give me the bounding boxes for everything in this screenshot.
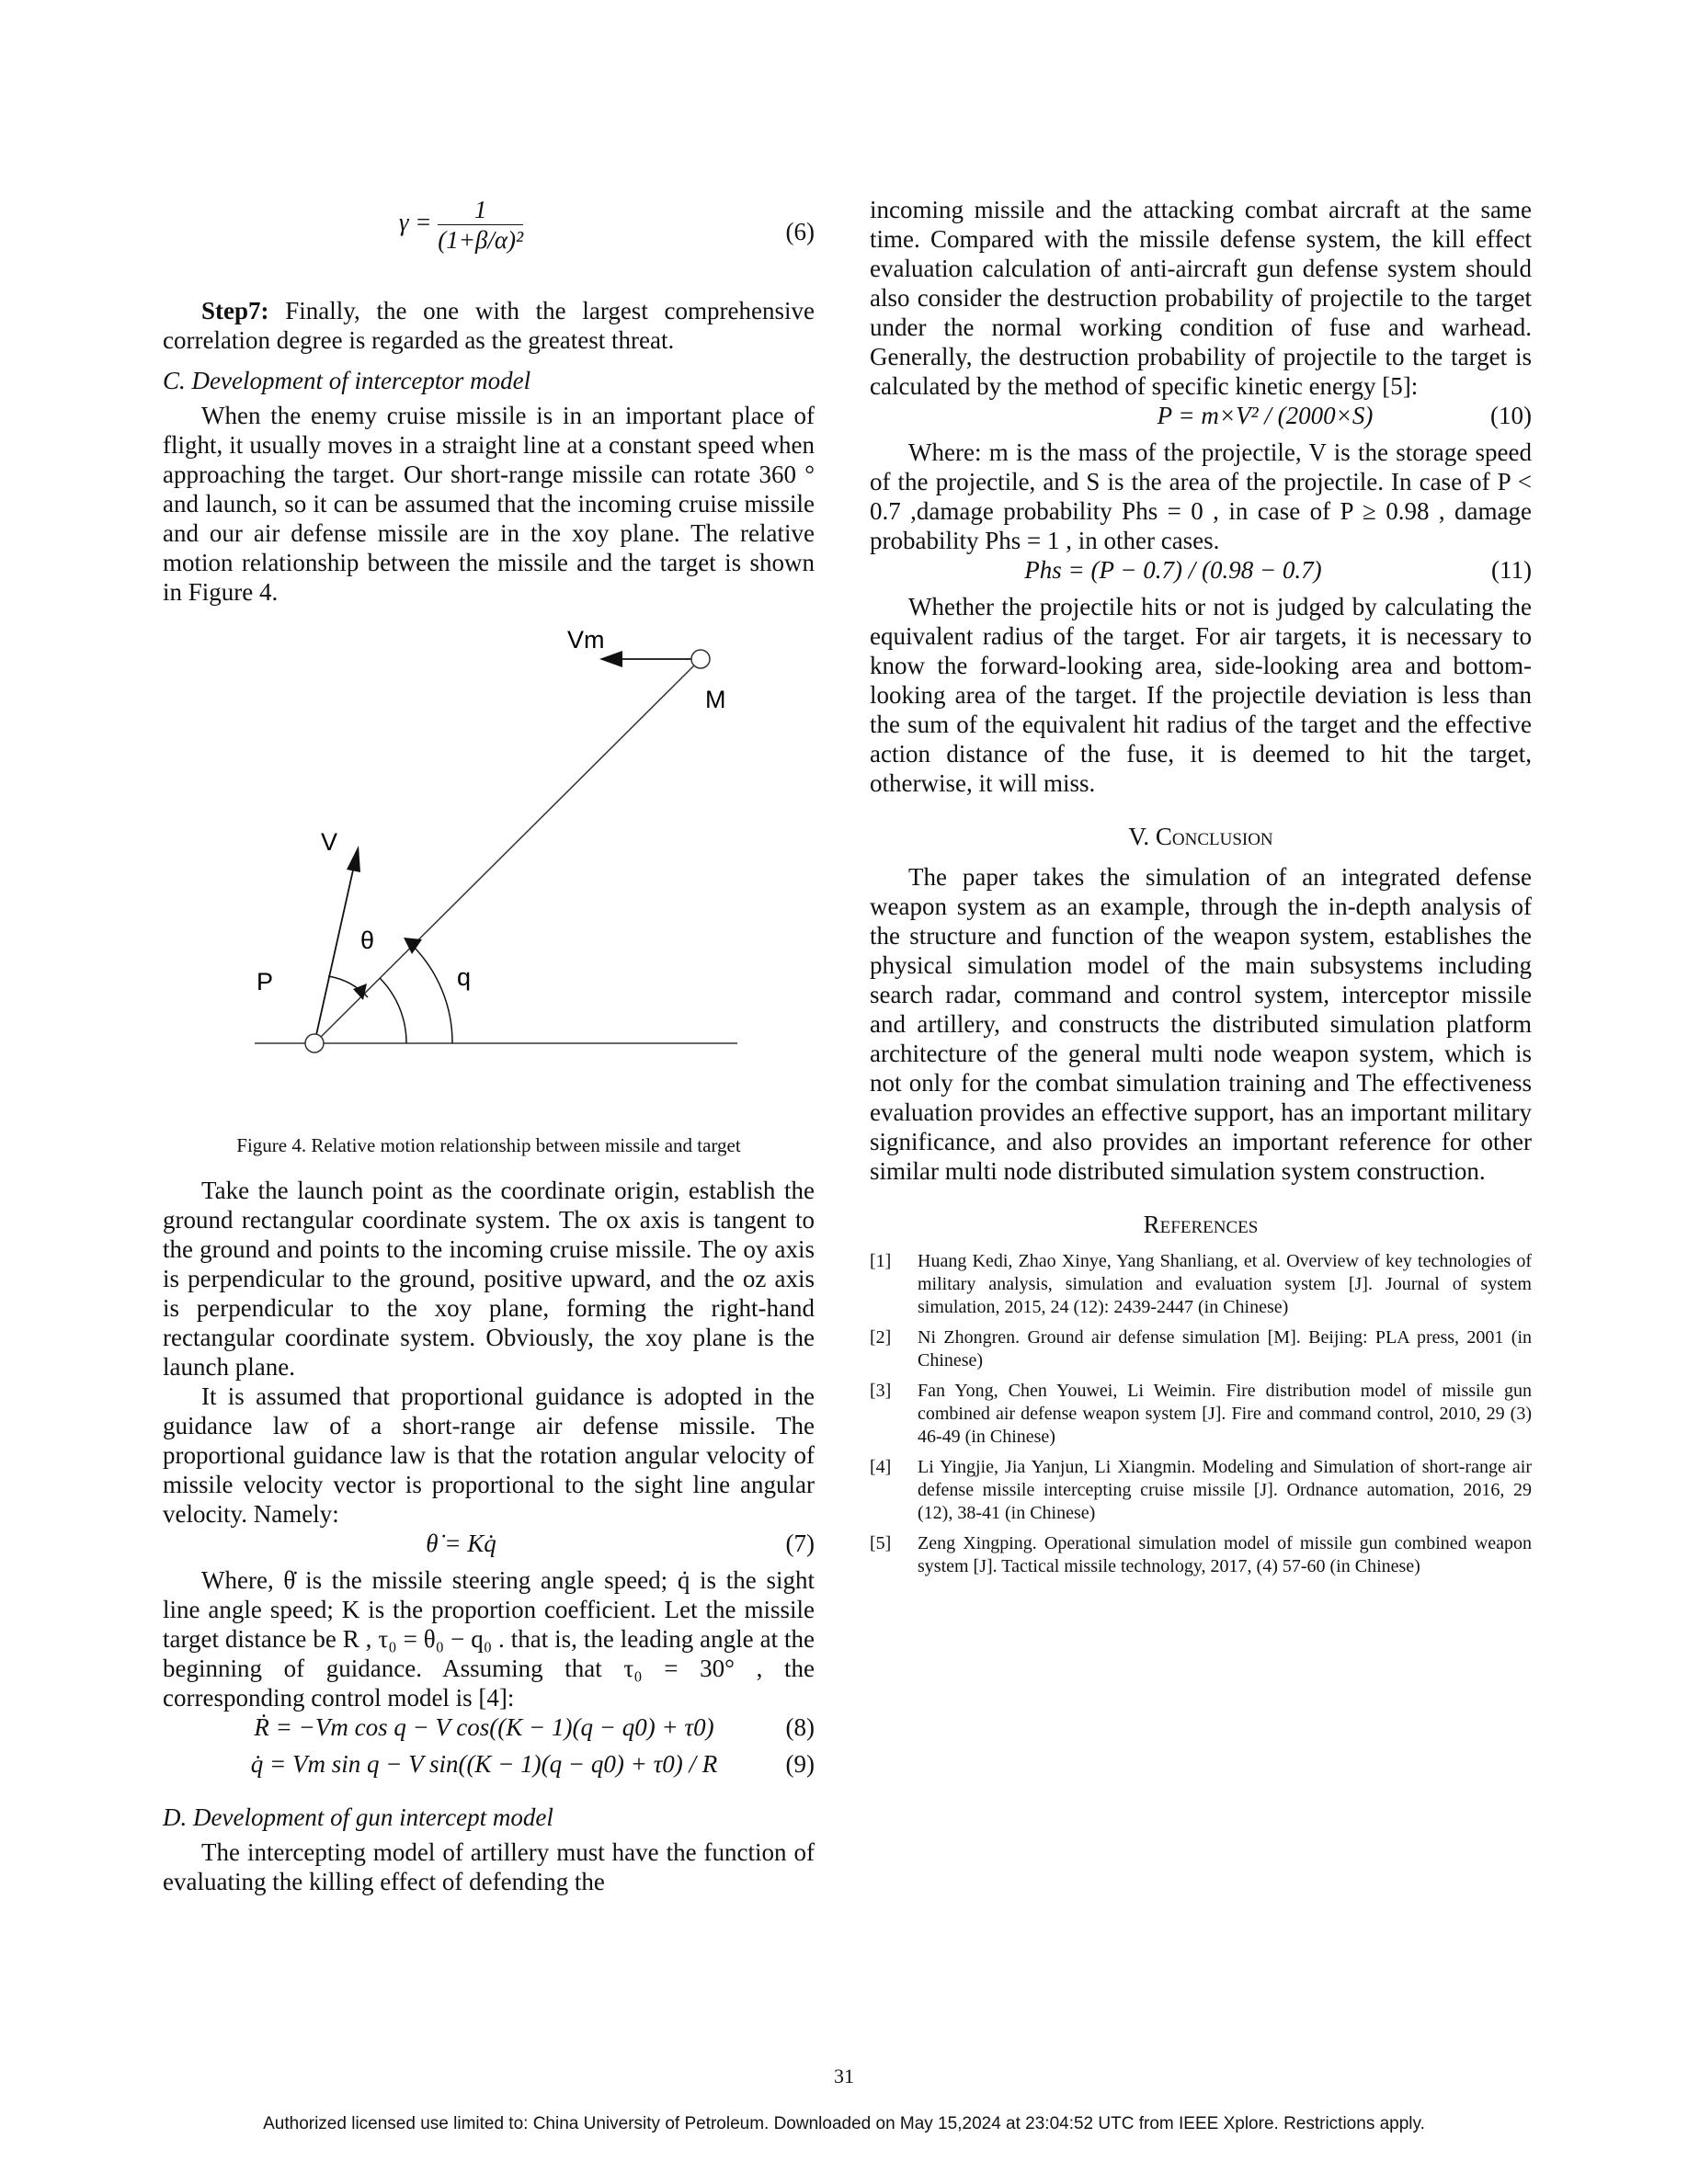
equation-6-denominator: (1+β/α)² [438, 226, 524, 254]
reference-text: Zeng Xingping. Operational simulation model of missile gun combined weapon system [J]. Tactical missile technology, 2017, (4) 57-60 (in Chinese) [918, 1533, 1532, 1576]
equation-11-label: (11) [1491, 556, 1532, 584]
right-column [870, 195, 1532, 1586]
equation-6-lhs: γ = [398, 208, 432, 236]
label-p: P [257, 968, 274, 995]
label-theta: θ [360, 927, 375, 954]
reference-number: [3] [870, 1381, 892, 1401]
angle-q-arc-inner [380, 978, 406, 1043]
target-point-m [691, 650, 710, 668]
equation-10-label: (10) [1490, 402, 1532, 429]
paragraph-conclusion: The paper takes the simulation of an integrated defense weapon system as an example, through the in-depth analysis of the structure and function of the weapon system, establishes the physical simulation model of the main subsystems including search radar, command and control system, interceptor missile and artillery, and constructs the distributed simulation platform architecture of the general multi node weapon system, which is not only for the combat simulation training and The effectiveness evaluation provides an effective support, has an important military significance, and also provides an important reference for other similar multi node distributed simulation system construction. [870, 863, 1532, 1185]
equation-7-body: θ̇ = Kq̇ [426, 1530, 496, 1557]
equation-6 [163, 195, 815, 296]
paragraph-where-mass: Where: m is the mass of the projectile, V is the storage speed of the projectile, and S is the area of the projectile. In case of P < 0.7 ,damage probability Phs = 0 , in case of P ≥ 0.98 , damage probability Phs = 1 , in other cases. [870, 438, 1532, 554]
equation-11 [870, 555, 1532, 592]
reference-number: [2] [870, 1327, 892, 1348]
equation-6-fraction [438, 195, 523, 255]
line-of-sight [314, 659, 701, 1043]
equation-11-body: Phs = (P − 0.7) / (0.98 − 0.7) [1024, 556, 1322, 584]
equation-6-body [163, 195, 759, 255]
equation-6-numerator: 1 [438, 195, 523, 225]
reference-text: Huang Kedi, Zhao Xinye, Yang Shanliang, et al. Overview of key technologies of military analysis, simulation and evaluation system [J]. Journal of system simulation, 2015, 24 (12): 2439-2447 (in Chinese) [918, 1251, 1532, 1317]
step7-text: Finally, the one with the largest comprehensive correlation degree is regarded as the greatest threat. [163, 297, 815, 354]
missile-velocity-arrowhead [347, 846, 360, 872]
step7-label: Step7: [201, 297, 269, 324]
heading-interceptor-model: C. Development of interceptor model [163, 367, 531, 394]
label-m: M [705, 686, 726, 713]
authorization-notice: Authorized licensed use limited to: China University of Petroleum. Downloaded on May 15,2024 at 23:04:52 UTC from IEEE Xplore. Restrictions apply. [263, 2114, 1425, 2133]
left-column [163, 195, 815, 1896]
page-number: 31 [834, 2065, 854, 2087]
reference-text: Li Yingjie, Jia Yanjun, Li Xiangmin. Modeling and Simulation of short-range air defense missile intercepting cruise missile [J]. Ordnance automation, 2016, 29 (12), 38-41 (in Chinese) [918, 1457, 1532, 1523]
reference-item [870, 1380, 1532, 1449]
reference-number: [1] [870, 1251, 892, 1271]
paragraph-hit-judgement: Whether the projectile hits or not is judged by calculating the equivalent radius of the target. For air targets, it is necessary to know the forward-looking area, side-looking area and bottom-looking area of the target. If the projectile deviation is less than the sum of the equivalent hit radius of the target and the effective action distance of the fuse, it is deemed to hit the target, otherwise, it will miss. [870, 593, 1532, 797]
launch-point-p [305, 1034, 324, 1052]
label-vm: Vm [567, 626, 605, 654]
figure-4-caption: Figure 4. Relative motion relationship between missile and target [236, 1134, 741, 1156]
reference-item [870, 1532, 1532, 1578]
paragraph-interceptor: When the enemy cruise missile is in an important place of flight, it usually moves in a straight line at a constant speed when approaching the target. Our short-range missile can rotate 360 ° and launch, so it can be assumed that the incoming cruise missile and our air defense missile are in the xoy plane. The relative motion relationship between the missile and the target is shown in Figure 4. [163, 402, 815, 606]
reference-item [870, 1456, 1532, 1525]
reference-number: [5] [870, 1533, 892, 1553]
paragraph-continued: incoming missile and the attacking combat aircraft at the same time. Compared with the missile defense system, the kill effect evaluation calculation of anti-aircraft gun defense system should also consider the destruction probability of projectile to the target under the normal working condition of fuse and warhead. Generally, the destruction probability of projectile to the target is calculated by the method of specific kinetic energy [5]: [870, 196, 1532, 400]
label-v: V [321, 828, 338, 856]
equation-7-label: (7) [785, 1530, 815, 1557]
heading-gun-intercept-model: D. Development of gun intercept model [163, 1803, 553, 1831]
paragraph-coordinate-system: Take the launch point as the coordinate origin, establish the ground rectangular coordinate system. The ox axis is tangent to the ground and points to the incoming cruise missile. The oy axis is perpendicular to the ground, positive upward, and the oz axis is perpendicular to the xoy plane, forming the right-hand rectangular coordinate system. Obviously, the xoy plane is the launch plane. [163, 1177, 815, 1381]
equation-8-body: Ṙ = −Vm cos q − V cos((K − 1)(q − q0) + τ0) [254, 1713, 714, 1741]
equation-10-body: P = m×V² / (2000×S) [1157, 402, 1374, 429]
equation-9 [163, 1749, 815, 1786]
equation-8 [163, 1712, 815, 1749]
equation-8-label: (8) [785, 1713, 815, 1741]
paragraph-gun-intercept: The intercepting model of artillery must have the function of evaluating the killing effect of defending the [163, 1838, 815, 1895]
label-q: q [457, 963, 472, 991]
equation-9-label: (9) [785, 1750, 815, 1778]
reference-item [870, 1326, 1532, 1372]
equation-9-body: q̇ = Vm sin q − V sin((K − 1)(q − q0) + τ0) / R [250, 1750, 718, 1778]
relative-motion-diagram [163, 625, 815, 1121]
step7-paragraph [163, 296, 815, 355]
figure-4 [163, 625, 815, 1157]
paragraph-proportional-guidance: It is assumed that proportional guidance is adopted in the guidance law of a short-range air defense missile. The proportional guidance law is that the rotation angular velocity of missile velocity vector is proportional to the sight line angular velocity. Namely: [163, 1382, 815, 1528]
paragraph-where-theta: Where, θ̇ is the missile steering angle speed; q̇ is the sight line angle speed; K is the proportion coefficient. Let the missile target distance be R , τ₀ = θ₀ − q₀ . that is, the leading angle at the beginning of guidance. Assuming that τ₀ = 30° , the corresponding control model is [4]: [163, 1566, 815, 1712]
equation-7 [163, 1529, 815, 1565]
references-list [870, 1250, 1532, 1578]
reference-text: Ni Zhongren. Ground air defense simulation [M]. Beijing: PLA press, 2001 (in Chinese) [918, 1327, 1532, 1371]
section-conclusion-heading: V. Conclusion [1128, 823, 1273, 850]
angle-q-arc [413, 946, 452, 1043]
equation-10 [870, 401, 1532, 438]
reference-text: Fan Yong, Chen Youwei, Li Weimin. Fire distribution model of missile gun combined air defense weapon system [J]. Fire and command control, 2010, 29 (3) 46-49 (in Chinese) [918, 1381, 1532, 1447]
equation-6-label: (6) [785, 218, 815, 245]
missile-velocity-line [314, 866, 354, 1043]
reference-item [870, 1250, 1532, 1319]
references-heading: References [1143, 1211, 1259, 1238]
reference-number: [4] [870, 1457, 892, 1477]
